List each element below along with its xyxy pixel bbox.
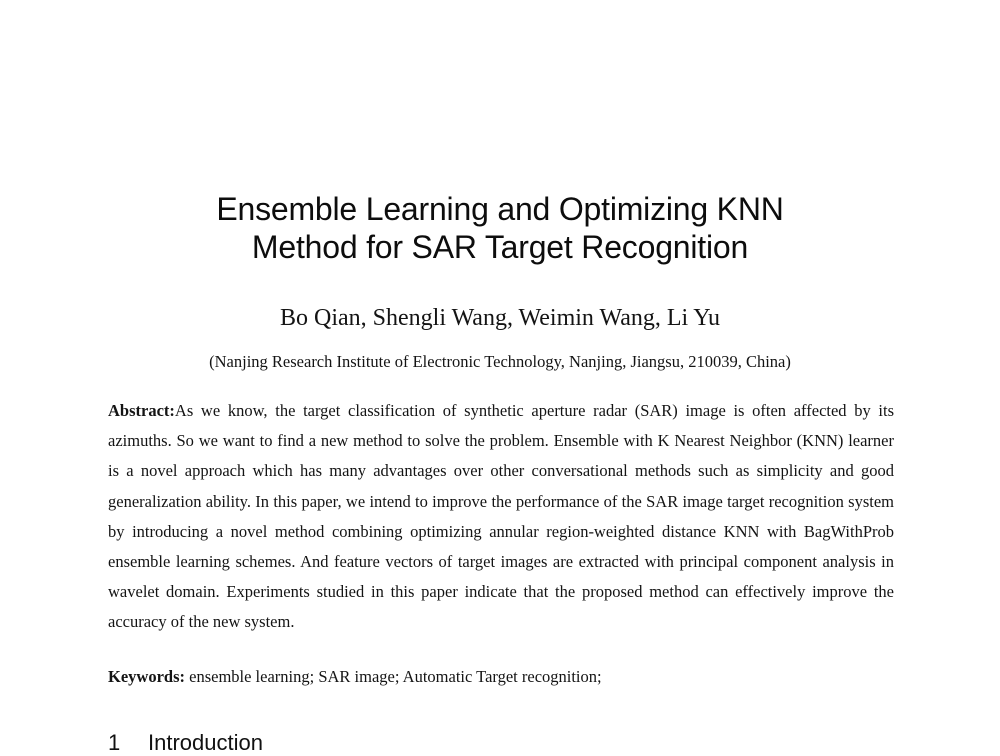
keywords-label: Keywords: bbox=[108, 667, 185, 686]
section-heading-introduction bbox=[108, 730, 263, 756]
abstract-label: Abstract: bbox=[108, 401, 175, 420]
section-number: 1 bbox=[108, 730, 121, 755]
section-title: Introduction bbox=[148, 730, 263, 755]
title-line-1: Ensemble Learning and Optimizing KNN bbox=[216, 191, 784, 227]
paper-title bbox=[0, 190, 1000, 266]
keywords-text: ensemble learning; SAR image; Automatic Target recognition; bbox=[185, 667, 602, 686]
keywords bbox=[108, 666, 894, 688]
authors: Bo Qian, Shengli Wang, Weimin Wang, Li Yu bbox=[280, 305, 720, 331]
abstract-text: As we know, the target classification of synthetic aperture radar (SAR) image is often affected by its azimuths. So we want to find a new method to solve the problem. Ensemble with K Nearest Neighbor (KNN) learner is a novel approach which has many advantages over other conversational methods such as simplicity and good generalization ability. In this paper, we intend to improve the performance of the SAR image target recognition system by introducing a novel method combining optimizing annular region-weighted distance KNN with BagWithProb ensemble learning schemes. And feature vectors of target images are extracted with principal component analysis in wavelet domain. Experiments studied in this paper indicate that the proposed method can effectively improve the accuracy of the new system. bbox=[108, 401, 894, 632]
abstract bbox=[108, 396, 894, 638]
affiliation: (Nanjing Research Institute of Electronic Technology, Nanjing, Jiangsu, 210039, China) bbox=[209, 352, 791, 371]
title-line-2: Method for SAR Target Recognition bbox=[251, 229, 749, 265]
